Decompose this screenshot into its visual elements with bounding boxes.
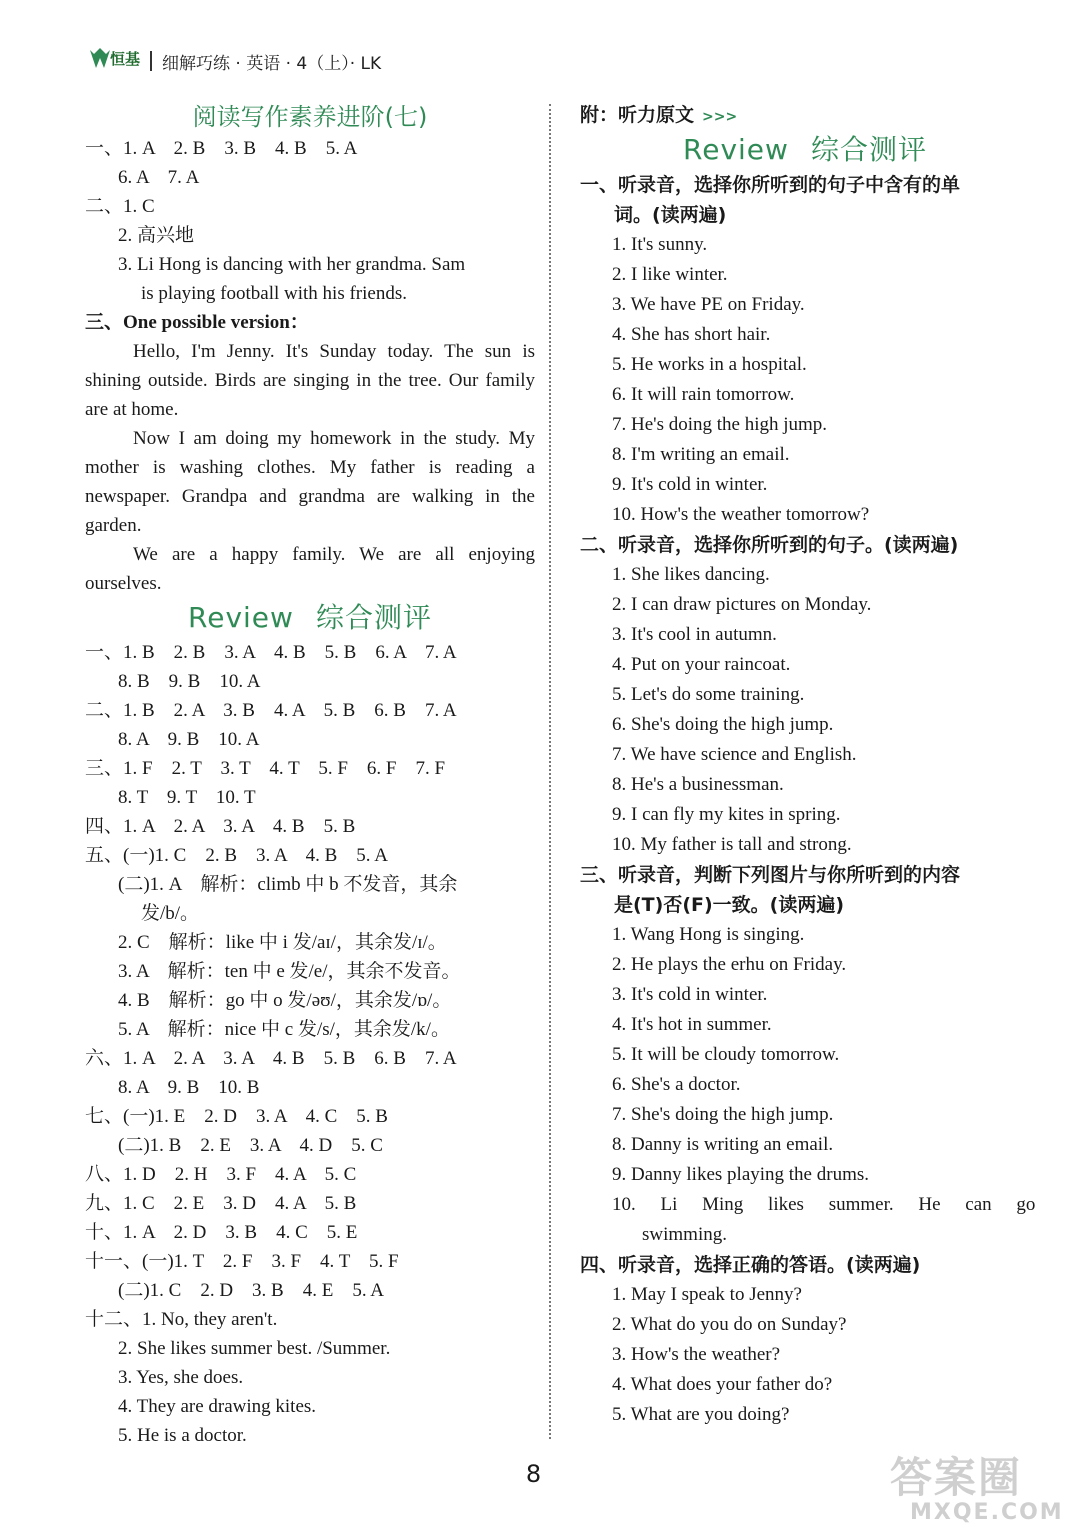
answer-line: 5. A 解析：nice 中 c 发/s/，其余发/k/。 [118,1019,450,1040]
transcript-item: 5. Let's do some training. [612,684,805,705]
answer-line: 3. Li Hong is dancing with her grandma. Sam [118,254,466,275]
answer-line: 5. He is a doctor. [118,1425,247,1446]
transcript-item: 5. He works in a hospital. [612,354,807,375]
answer-line: 8. B 9. B 10. A [118,671,261,692]
answer-line: is playing football with his friends. [141,283,407,304]
transcript-column [580,100,1036,1430]
transcript-item: 7. He's doing the high jump. [612,414,828,435]
transcript-item: 2. I like winter. [612,264,728,285]
answer-line: (二)1. A 解析：climb 中 b 不发音，其余 [118,874,458,895]
review-title-en: Review [188,601,294,634]
transcript-item: 1. It's sunny. [612,234,708,255]
transcript-item: 9. Danny likes playing the drums. [612,1164,869,1185]
transcript-item: 3. We have PE on Friday. [612,294,805,315]
transcript-item: 2. He plays the erhu on Friday. [612,954,847,975]
answer-line: 十二、1. No, they aren't. [85,1309,278,1330]
answer-line: 九、1. C 2. E 3. D 4. A 5. B [85,1193,357,1214]
review-title-en: Review [683,133,789,166]
transcript-item: 1. Wang Hong is singing. [612,924,805,945]
answer-line: 2. 高兴地 [118,225,195,246]
answer-line: 七、(一)1. E 2. D 3. A 4. C 5. B [85,1106,388,1127]
transcript-item: 7. She's doing the high jump. [612,1104,834,1125]
transcript-item: 4. It's hot in summer. [612,1014,772,1035]
question-heading: 一、听录音，选择你所听到的句子中含有的单 [580,174,961,196]
answer-line: 十、1. A 2. D 3. B 4. C 5. E [85,1222,358,1243]
review-title-cn: 综合测评 [810,133,927,166]
transcript-item: 6. It will rain tomorrow. [612,384,795,405]
transcript-item: 9. I can fly my kites in spring. [612,804,841,825]
header-divider [150,51,152,71]
essay-paragraph: Hello, I'm Jenny. It's Sunday today. The sun is shining outside. Birds are singing in the tree. Our family are at home. [85,341,535,420]
transcript-item: 4. What does your father do? [612,1374,833,1395]
answer-line: 三、1. F 2. T 3. T 4. T 5. F 6. F 7. F [85,758,446,779]
section-title-reading: 阅读写作素养进阶(七) [192,103,428,131]
question-heading: 三、听录音，判断下列图片与你所听到的内容 [580,864,961,886]
answer-line: 六、1. A 2. A 3. A 4. B 5. B 6. B 7. A [85,1048,457,1069]
essay-paragraph: We are a happy family. We are all enjoying ourselves. [85,544,535,594]
answer-line: 2. She likes summer best. /Summer. [118,1338,391,1359]
page-number: 8 [525,1460,542,1488]
answer-column [85,100,535,1450]
transcript-item: 8. He's a businessman. [612,774,784,795]
transcript-item: 4. Put on your raincoat. [612,654,791,675]
transcript-item: swimming. [642,1224,727,1245]
brand-logo [88,46,140,76]
answer-line: 8. T 9. T 10. T [118,787,256,808]
answer-line: 8. A 9. B 10. A [118,729,260,750]
question-heading: 词。(读两遍) [614,204,727,226]
answer-line: (二)1. C 2. D 3. B 4. E 5. A [118,1280,385,1301]
answer-line: 4. B 解析：go 中 o 发/əʊ/，其余发/ɒ/。 [118,990,452,1011]
transcript-item: 3. It's cool in autumn. [612,624,777,645]
answer-line: 一、1. A 2. B 3. B 4. B 5. A [85,138,358,159]
column-divider [549,104,551,1439]
answer-line: 二、1. B 2. A 3. B 4. A 5. B 6. B 7. A [85,700,457,721]
transcript-item: 1. May I speak to Jenny? [612,1284,802,1305]
answer-line: 3. Yes, she does. [118,1367,244,1388]
review-title [85,598,535,638]
answer-line: 四、1. A 2. A 3. A 4. B 5. B [85,816,356,837]
appendix-heading [580,100,1030,130]
answer-line: 二、1. C [85,196,155,217]
answer-line: 发/b/。 [141,903,200,924]
essay-heading: 三、One possible version： [85,312,309,333]
transcript-item: 8. Danny is writing an email. [612,1134,834,1155]
answer-line: 3. A 解析：ten 中 e 发/e/，其余不发音。 [118,961,461,982]
transcript-item: 10. How's the weather tomorrow? [612,504,870,525]
answer-line: 2. C 解析：like 中 i 发/aɪ/，其余发/ɪ/。 [118,932,447,953]
review-title [580,130,1030,170]
transcript-item: 3. How's the weather? [612,1344,781,1365]
watermark-url: MXQE.COM [910,1500,1064,1525]
answer-line: 4. They are drawing kites. [118,1396,317,1417]
answer-line: 十一、(一)1. T 2. F 3. F 4. T 5. F [85,1251,399,1272]
watermark-text: 答案圈 [890,1453,1023,1502]
answer-line: (二)1. B 2. E 3. A 4. D 5. C [118,1135,383,1156]
question-heading: 二、听录音，选择你所听到的句子。(读两遍) [580,534,959,556]
transcript-item: 6. She's doing the high jump. [612,714,834,735]
transcript-item: 8. I'm writing an email. [612,444,790,465]
transcript-item: 3. It's cold in winter. [612,984,768,1005]
brand-name: 恒基 [110,50,141,68]
transcript-item: 9. It's cold in winter. [612,474,768,495]
transcript-item: 7. We have science and English. [612,744,857,765]
transcript-item: 10. My father is tall and strong. [612,834,852,855]
page-header [88,46,381,76]
watermark-logo [890,1453,1064,1530]
double-chevron-icon: >>> [702,109,738,125]
question-heading: 四、听录音，选择正确的答语。(读两遍) [580,1254,921,1276]
transcript-item: 4. She has short hair. [612,324,771,345]
question-heading: 是(T)否(F)一致。(读两遍) [614,894,845,916]
book-title: 细解巧练 · 英语 · 4（上）· LK [162,53,382,74]
transcript-item: 10. Li Ming likes summer. He can go [612,1194,1036,1215]
transcript-item: 1. She likes dancing. [612,564,770,585]
essay-paragraph: Now I am doing my homework in the study. My mother is washing clothes. My father is reading a newspaper. Grandpa and grandma are walking in the garden. [85,428,535,536]
transcript-item: 5. It will be cloudy tomorrow. [612,1044,840,1065]
transcript-item: 2. What do you do on Sunday? [612,1314,847,1335]
answer-line: 一、1. B 2. B 3. A 4. B 5. B 6. A 7. A [85,642,457,663]
transcript-item: 2. I can draw pictures on Monday. [612,594,872,615]
answer-line: 五、(一)1. C 2. B 3. A 4. B 5. A [85,845,388,866]
review-title-cn: 综合测评 [315,601,432,634]
answer-line: 8. A 9. B 10. B [118,1077,260,1098]
appendix-label: 附：听力原文 [580,104,695,126]
answer-line: 八、1. D 2. H 3. F 4. A 5. C [85,1164,357,1185]
transcript-item: 5. What are you doing? [612,1404,790,1425]
leaf-logo-icon [88,46,112,72]
transcript-item: 6. She's a doctor. [612,1074,741,1095]
answer-line: 6. A 7. A [118,167,200,188]
